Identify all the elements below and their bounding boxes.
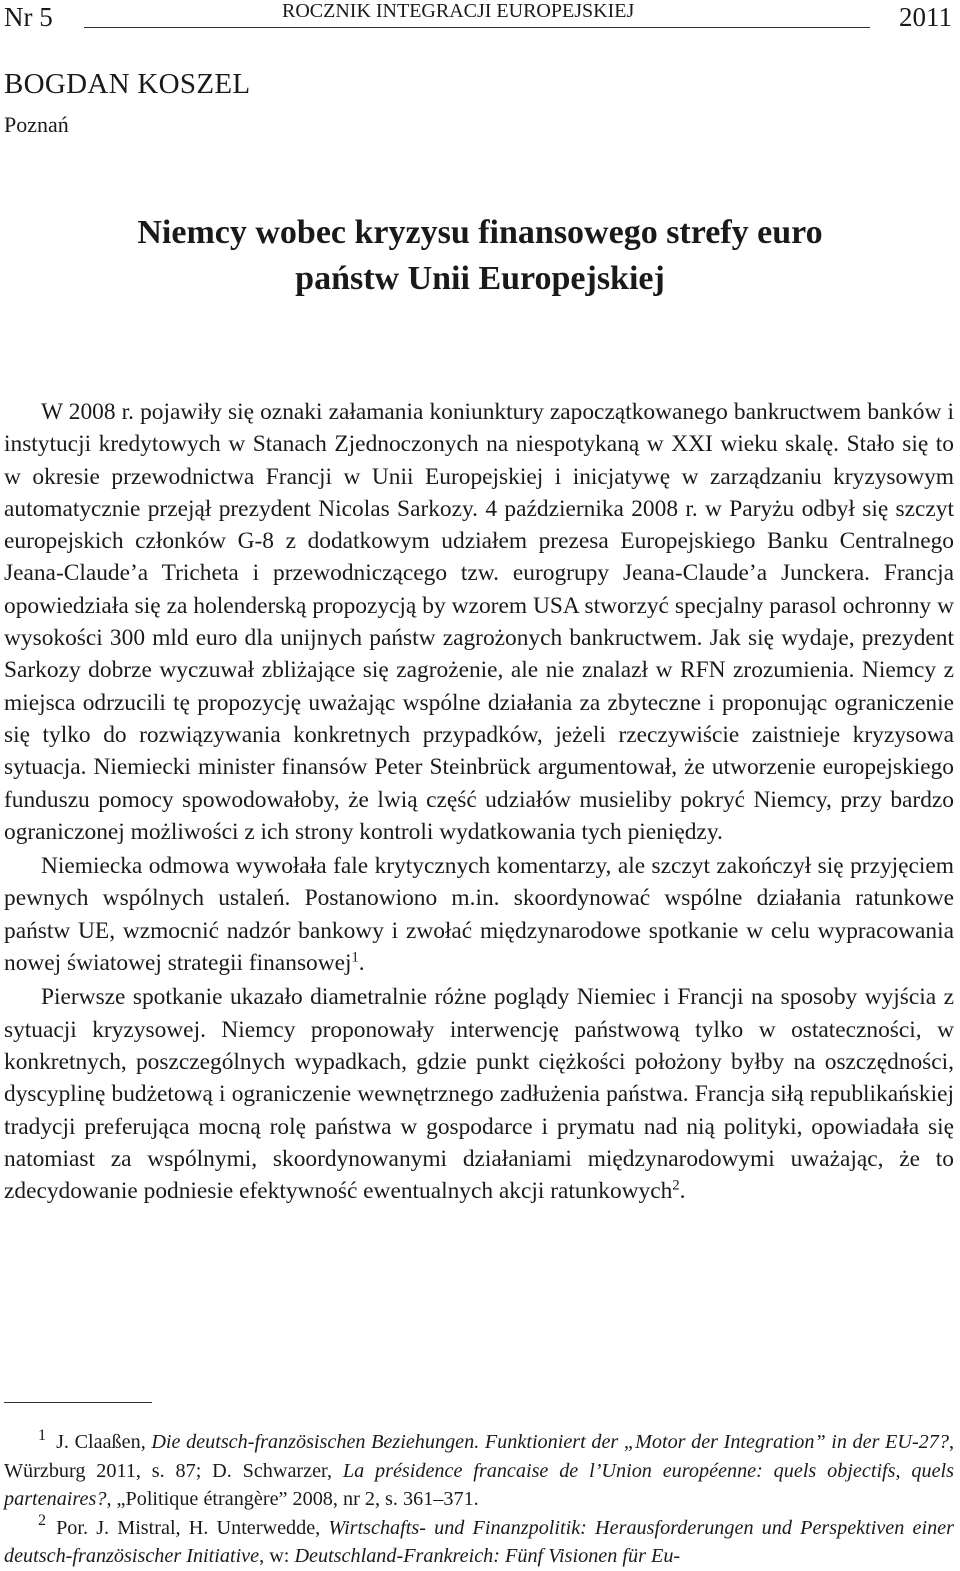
footnote-title: Die deutsch-französischen Beziehungen. Funktioniert der „Motor der Integration” in der EU-27? [151, 1431, 949, 1453]
paragraph-text: Niemiecka odmowa wywołała fale krytycznych komentarzy, ale szczyt zakończył się przyjęciem pewnych wspólnych ustaleń. Postanowiono m.in. skoordynować wspólne działania ratunkowe państw UE, wzmocnić nadzór bankowy i zwołać międzynarodowe spotkanie w celu wypracowania nowej światowej strategii finansowej [4, 853, 954, 977]
footnote [4, 1428, 954, 1514]
footnote-text: , Würzburg 2011, s. 87; D. Schwarzer, [4, 1431, 954, 1482]
author-name: BOGDAN KOSZEL [4, 68, 251, 100]
footnote [4, 1514, 954, 1571]
footnote-ref: 1 [351, 949, 359, 966]
header-rule [84, 27, 870, 28]
article-title [0, 210, 960, 302]
footnotes [4, 1428, 954, 1571]
footnote-text: , w: [259, 1545, 295, 1567]
footnote-ref: 2 [672, 1177, 680, 1194]
year: 2011 [893, 2, 952, 33]
footnote-title: Wirtschafts- und Finanzpolitik: Herausforderungen und Perspektiven einer deutsch-französischer Initiative [4, 1516, 954, 1567]
journal-title: ROCZNIK INTEGRACJI EUROPEJSKIEJ [276, 0, 640, 23]
footnote-title: La présidence francaise de l’Union européenne: quels objectifs, quels partenaires? [4, 1459, 955, 1510]
footnote-title: Deutschland-Frankreich: Fünf Visionen für Eu- [294, 1545, 681, 1567]
footnote-text: , „Politique étrangère” 2008, nr 2, s. 361–371. [106, 1488, 479, 1510]
title-line-1: Niemcy wobec kryzysu finansowego strefy euro [137, 214, 823, 251]
article-body [4, 396, 954, 1207]
footnote-separator [4, 1402, 152, 1403]
paragraph-text: Pierwsze spotkanie ukazało diametralnie różne poglądy Niemiec i Francji na sposoby wyjścia z sytuacji kryzysowej. Niemcy proponowały interwencję państwową tylko w ostateczności, w konkretnych, poszczególnych wypadkach, gdzie punkt ciężkości położony byłby na oszczędności, dyscyplinę budżetową i ograniczenie wewnętrznego zadłużenia państwa. Francja siłą republikańskiej tradycji preferująca mocną rolę państwa w gospodarce i prymatu nad nią polityki, opowiadała się natomiast za wspólnymi, skoordynowanymi działaniami międzynarodowymi uważając, że to zdecydowanie podniesie efektywność ewentualnych akcji ratunkowych [4, 984, 954, 1205]
footnote-number: 2 [38, 1512, 47, 1530]
paragraph: Niemiecka odmowa wywołała fale krytycznych komentarzy, ale szczyt zakończył się przyjęciem pewnych wspólnych ustaleń. Postanowiono m.in. skoordynować wspólne działania ratunkowe państw UE, wzmocnić nadzór bankowy i zwołać międzynarodowe spotkanie w celu wypracowania nowej światowej strategii finansowej$^1$. [4, 853, 954, 977]
running-header [4, 0, 952, 34]
issue-number: Nr 5 [4, 2, 53, 32]
footnote-number: 1 [38, 1426, 47, 1444]
paragraph-text: W 2008 r. pojawiły się oznaki załamania koniunktury zapoczątkowanego bankructwem banków i instytucji kredytowych w Stanach Zjednoczonych na niespotykaną w XXI wieku skalę. Stało się to w okresie przewodnictwa Francji w Unii Europejskiej i inicjatywę w zarządzaniu kryzysowym automatycznie przejął prezydent Nicolas Sarkozy. 4 października 2008 r. w Paryżu odbył się szczyt europejskich członków G-8 z dodatkowym udziałem prezesa Europejskiego Banku Centralnego Jeana-Claude’a Tricheta i przewodniczącego tzw. eurogrupy Jeana-Claude’a Junckera. Francja opowiedziała się za holenderską propozycją by wzorem USA stworzyć specjalny parasol ochronny w wysokości 300 mld euro dla unijnych państw zagrożonych bankructwem. Jak się wydaje, prezydent Sarkozy dobrze wyczuwał zbliżające się zagrożenie, ale nie znalazł w RFN zrozumienia. Niemcy z miejsca odrzucili tę propozycję uważając wspólne działania za zbyteczne i proponując ograniczenie się tylko do rozwiązywania konkretnych przypadków, jeżeli rzeczywiście zaistnieje kryzysowa sytuacja. Niemiecki minister finansów Peter Steinbrück argumentował, że utworzenie europejskiego funduszu pomocy spowodowałoby, że lwią część udziałów musieliby pokryć Niemcy, przy bardzo ograniczonej możliwości z ich strony kontroli wydatkowania tych pieniędzy. [4, 399, 954, 845]
paragraph [4, 396, 954, 848]
paragraph: Pierwsze spotkanie ukazało diametralnie różne poglądy Niemiec i Francji na sposoby wyjścia z sytuacji kryzysowej. Niemcy proponowały interwencję państwową tylko w ostateczności, w konkretnych, poszczególnych wypadkach, gdzie punkt ciężkości położony byłby na oszczędności, dyscyplinę budżetową i ograniczenie wewnętrznego zadłużenia państwa. Francja siłą republikańskiej tradycji preferująca mocną rolę państwa w gospodarce i prymatu nad nią polityki, opowiadała się natomiast za wspólnymi, skoordynowanymi działaniami międzynarodowymi uważając, że to zdecydowanie podniesie efektywność ewentualnych akcji ratunkowych$^2$. [4, 984, 954, 1205]
footnote-text: J. Claaßen, [56, 1431, 152, 1453]
footnote-text: Por. J. Mistral, H. Unterwedde, [56, 1516, 329, 1539]
author-affiliation: Poznań [4, 112, 69, 137]
title-line-2: państw Unii Europejskiej [295, 260, 665, 297]
